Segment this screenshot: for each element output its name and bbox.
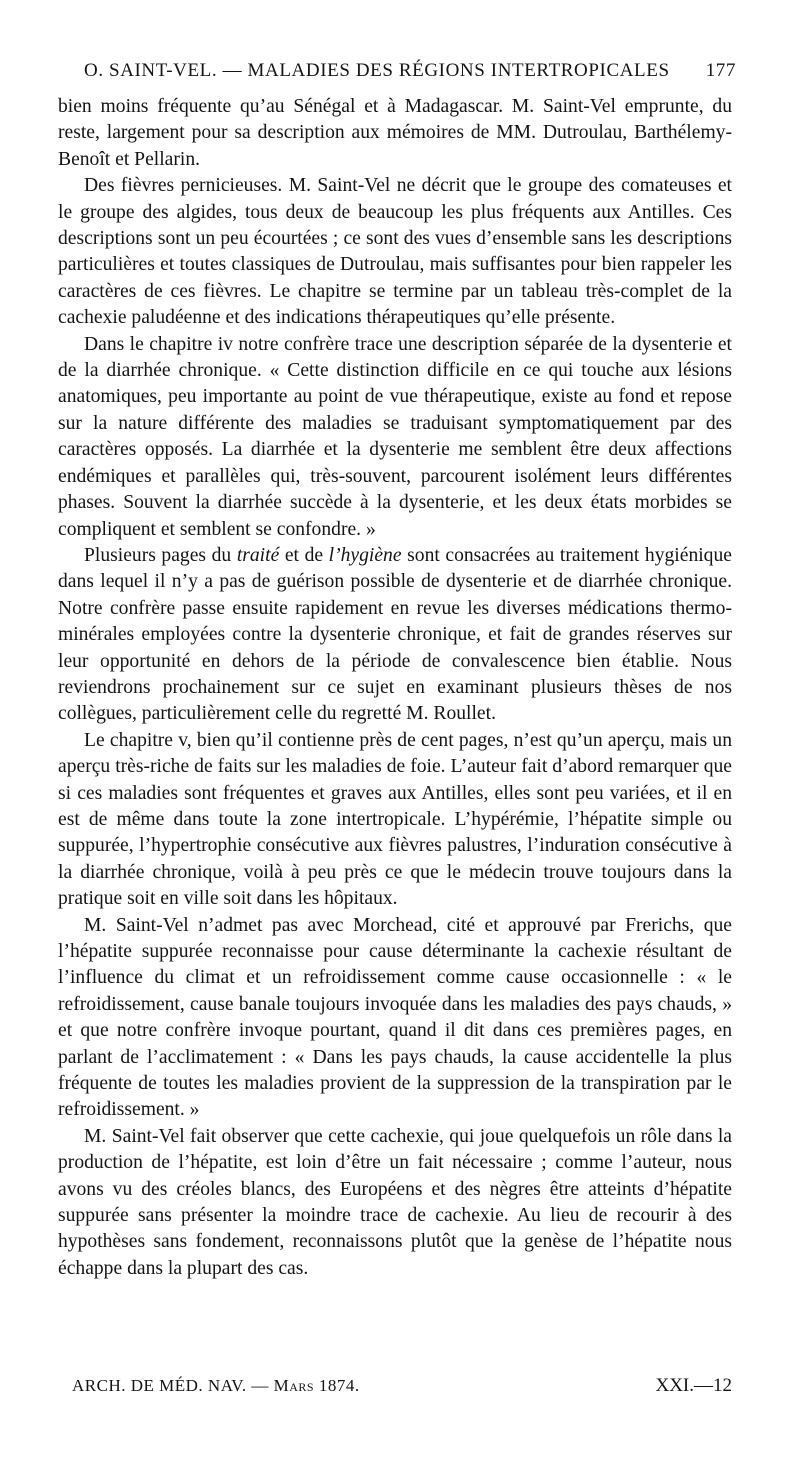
paragraph-5: Le chapitre v, bien qu’il contienne près de cent pages, n’est qu’un aperçu, mais un aperçu très-riche de faits sur les maladies de foie. L’auteur fait d’abord remarquer que si ces maladies sont fréquentes et graves aux Antilles, elles sont peu variées, et il en est de même dans toute la zone intertropicale. L’hypérémie, l’hépatite simple ou suppurée, l’hypertrophie consécutive aux fièvres palustres, l’induration consécutive à la diarrhée chronique, voilà à peu près ce que le médecin trouve toujours dans la pratique soit en ville soit dans les hôpitaux.: [58, 729, 732, 910]
page-number: 177: [705, 60, 736, 81]
running-title: O. SAINT-VEL. — MALADIES DES RÉGIONS INTERTROPICALES: [84, 60, 670, 81]
paragraph-4: [58, 543, 732, 728]
body-text: [58, 94, 732, 1282]
paragraph-6: M. Saint-Vel n’admet pas avec Morchead, cité et approuvé par Frerichs, que l’hépatite suppurée reconnaisse pour cause déterminante la cachexie résultant de l’influence du climat et un refroidissement comme cause occasionnelle : « le refroidissement, cause banale toujours invoquée dans les maladies des pays chauds, » et que notre confrère invoque pourtant, quand il dit dans ces premières pages, en parlant de l’acclimatement : « Dans les pays chauds, la cause accidentelle la plus fréquente de toutes les maladies provient de la suppression de la transpiration par le refroidissement. »: [58, 914, 732, 1121]
paragraph-4-middle: et de: [279, 544, 329, 566]
running-header: [84, 56, 736, 86]
paragraph-2: Des fièvres pernicieuses. M. Saint-Vel ne décrit que le groupe des comateuses et le groupe des algides, tous deux de beaucoup les plus fréquents aux Antilles. Ces descriptions sont un peu écourtées ; ce sont des vues d’ensemble sans les descriptions particulières et toutes classiques de Dutroulau, mais suffisantes pour bien rappeler les caractères de ces fièvres. Le chapitre se termine par un tableau très-complet de la cachexie paludéenne et des indications thérapeutiques qu’elle présente.: [58, 175, 732, 329]
paragraph-3: Dans le chapitre iv notre confrère trace une description séparée de la dysenterie et de la diarrhée chronique. « Cette distinction difficile en ce qui touche aux lésions anatomiques, peu importante au point de vue thérapeutique, existe au fond et repose sur la nature différente des maladies se traduisant symptomatiquement par des caractères opposés. La diarrhée et la dysenterie me semblent être deux affections endémiques et parallèles qui, très-souvent, parcourent isolément leurs différentes phases. Souvent la diarrhée succède à la dysenterie, et les deux états morbides se compliquent et semblent se confondre. »: [58, 333, 732, 540]
italic-hygiene: l’hygiène: [328, 544, 402, 566]
paragraph-4-before: Plusieurs pages du: [84, 544, 237, 566]
paragraph-1: bien moins fréquente qu’au Sénégal et à Madagascar. M. Saint-Vel emprunte, du reste, largement pour sa description aux mémoires de MM. Dutroulau, Barthélemy-Benoît et Pellarin.: [58, 96, 732, 170]
journal-footer: ARCH. DE MÉD. NAV. — Mars 1874.: [72, 1376, 360, 1395]
paragraph-7: M. Saint-Vel fait observer que cette cachexie, qui joue quelquefois un rôle dans la production de l’hépatite, est loin d’être un fait nécessaire ; comme l’auteur, nous avons vu des créoles blancs, des Européens et des nègres être atteints d’hépatite suppurée sans présenter la moindre trace de cachexie. Au lieu de recourir à des hypothèses sans fondement, reconnaissons plutôt que la genèse de l’hépatite nous échappe dans la plupart des cas.: [58, 1125, 732, 1279]
signature-mark: XXI.—12: [655, 1375, 732, 1396]
italic-traite: traité: [236, 544, 280, 566]
paragraph-4-after: sont consacrées au traitement hygiénique dans lequel il n’y a pas de guérison possible de dysenterie et de diarrhée chronique. Notre confrère passe ensuite rapidement en revue les diverses médications thermo-minérales employées contre la dysenterie chronique, et fait de grandes réserves sur leur opportunité en dehors de la période de convalescence bien établie. Nous reviendrons prochainement sur ce sujet en examinant plusieurs thèses de nos collègues, particulièrement celle du regretté M. Roullet.: [58, 544, 732, 725]
page-footer: [72, 1372, 732, 1400]
